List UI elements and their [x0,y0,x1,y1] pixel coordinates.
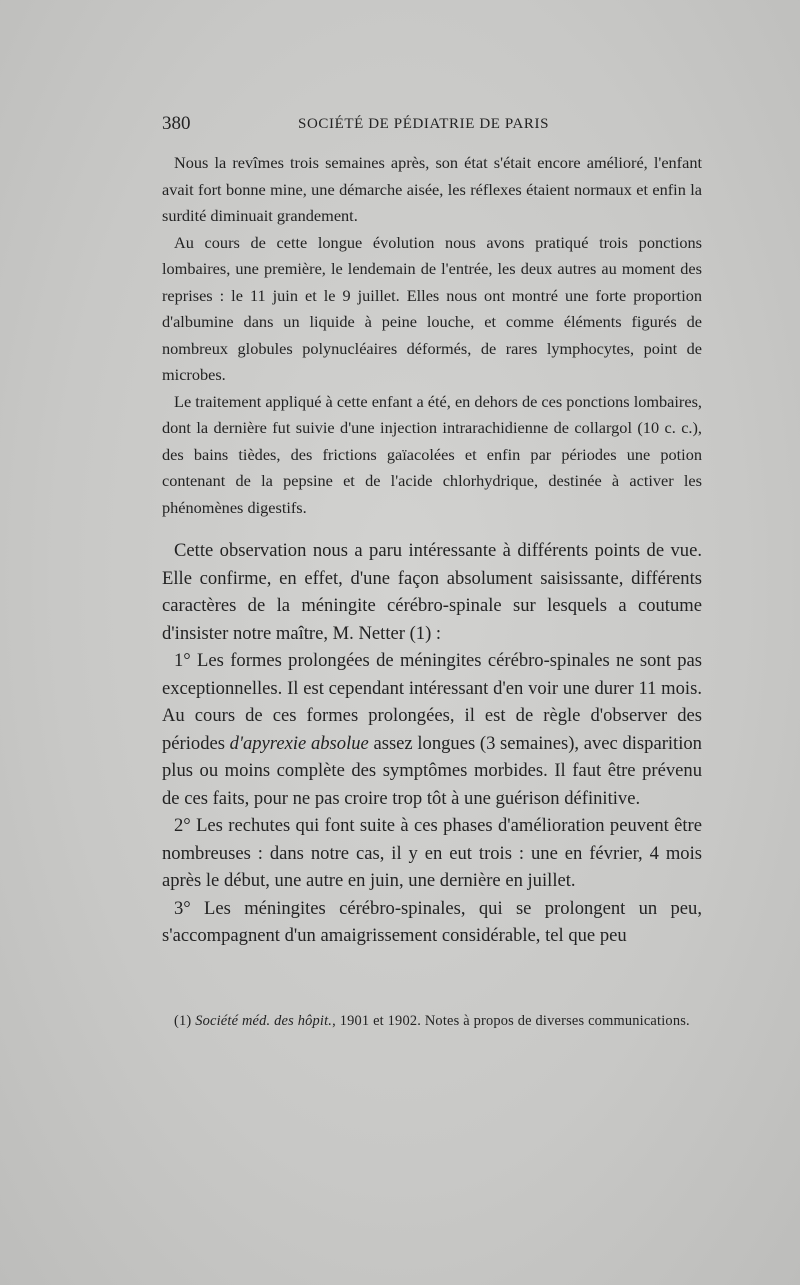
paragraph: Le traitement appliqué à cette enfant a été, en dehors de ces ponctions lombaires, dont la dernière fut suivie d'une injection intrarachidienne de collargol (10 c. c.), des bains tièdes, des frictions gaïacolées et enfin par périodes une potion contenant de la pepsine et de l'acide chlorhydrique, destinée à activer les phénomènes digestifs. [162,391,702,517]
case-report-section [162,150,702,521]
paragraph [162,647,702,812]
footnote-rest: , 1901 et 1902. Notes à propos de diverses communications. [332,1013,690,1029]
paragraph: Cette observation nous a paru intéressante à différents points de vue. Elle confirme, en effet, d'une façon absolument saisissante, différents caractères de la méningite cérébro-spinale sur lesquels a coutume d'insister notre maître, M. Netter (1) : [162,540,702,644]
footnote-text [162,1012,702,1031]
emphasis-text: d'apyrexie absolue [229,732,369,754]
paragraph-text: 1° Les formes prolongées de méningites cérébro-spinales ne sont pas exceptionnelles. Il est cependant intéressant d'en voir une durer 11 mois. Au cours de ces formes prolongées, il est de règle d'observer des périodes [162,650,702,754]
running-title: SOCIÉTÉ DE PÉDIATRIE DE PARIS [298,116,550,132]
paragraph-text: assez longues (3 semaines), avec disparition plus ou moins complète des symptômes morbides. Il faut être prévenu de ces faits, pour ne pas croire trop tôt à une guérison définitive. [162,732,702,809]
footnote [162,1012,702,1031]
body-text [162,150,702,950]
footnote-source: Société méd. des hôpit. [195,1013,333,1029]
page-number: 380 [162,113,191,134]
paragraph: 2° Les rechutes qui font suite à ces phases d'amélioration peuvent être nombreuses : dans notre cas, il y en eut trois : une en février, 4 mois après le début, une autre en juin, une dernière en juillet. [162,815,702,891]
footnote-marker: (1) [174,1013,192,1029]
paragraph: 3° Les méningites cérébro-spinales, qui se prolongent un peu, s'accompagnent d'un amaigrissement considérable, tel que peu [162,897,702,946]
page-header [162,113,702,139]
paragraph: Au cours de cette longue évolution nous avons pratiqué trois ponctions lombaires, une première, le lendemain de l'entrée, les deux autres au moment des reprises : le 11 juin et le 9 juillet. Elles nous ont montré une forte proportion d'albumine dans un liquide à peine louche, et comme éléments figurés de nombreux globules polynucléaires déformés, de rares lymphocytes, point de microbes. [162,232,702,384]
paragraph: Nous la revîmes trois semaines après, son état s'était encore amélioré, l'enfant avait fort bonne mine, une démarche aisée, les réflexes étaient normaux et enfin la surdité diminuait grandement. [162,153,702,225]
discussion-section [162,537,702,950]
